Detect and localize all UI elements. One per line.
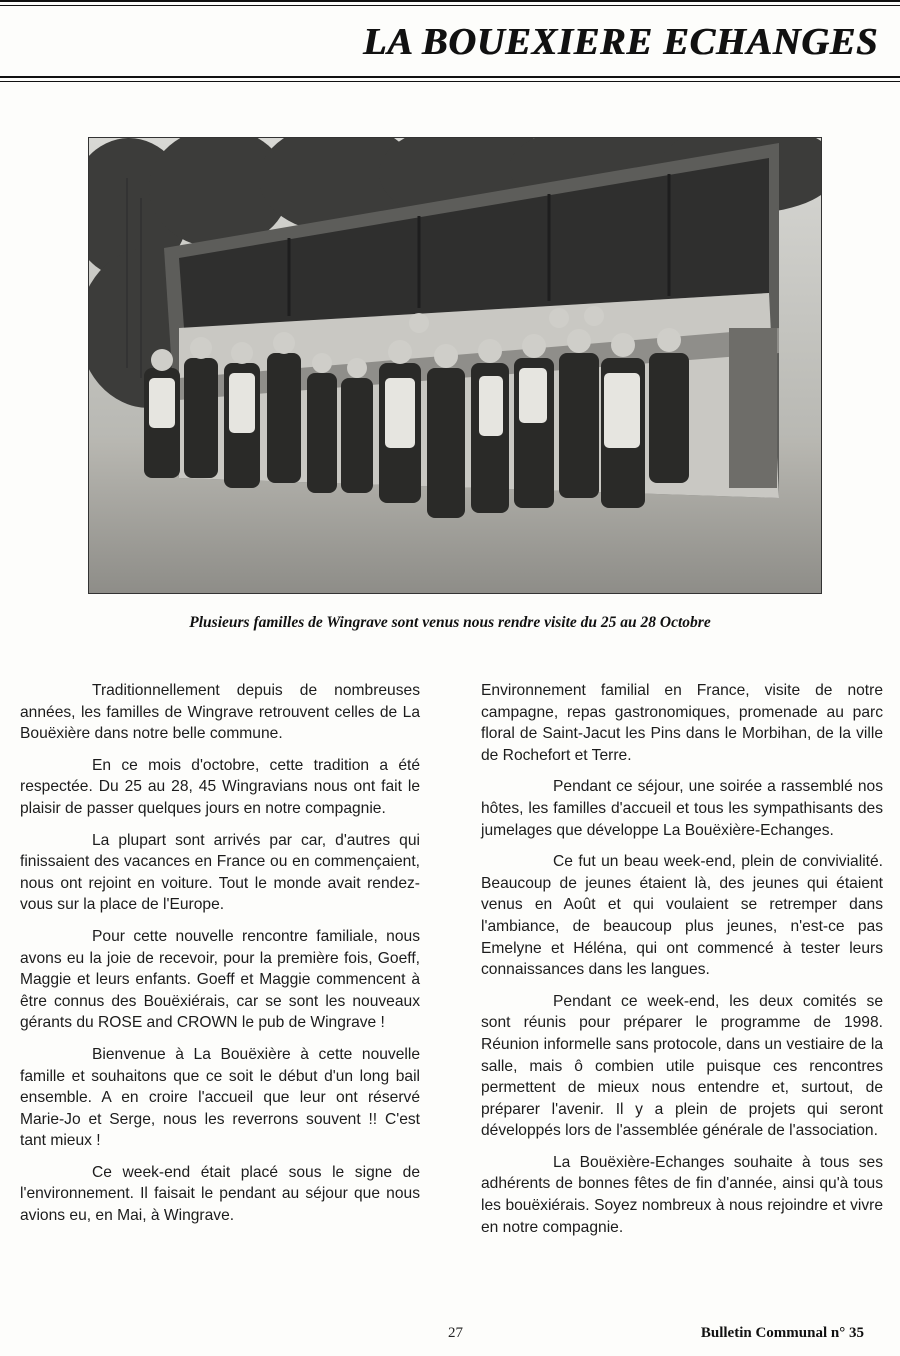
header-rule-thin — [0, 81, 900, 82]
paragraph: Ce fut un beau week-end, plein de convivialité. Beaucoup de jeunes étaient là, des jeunes qui étaient venus en Août et qui voulaient se retremper dans l'ambiance, de beaucoup plus jeunes, n'est-ce pas Emelyne et Héléna, qui ont commencé à tester leurs connaissances dans les langues. — [481, 853, 883, 979]
paragraph: Pour cette nouvelle rencontre familiale, nous avons eu la joie de recevoir, pour la première fois, Goeff, Maggie et leurs enfants. Goeff et Maggie commencent à être connus des Bouëxiérais, car se sont les nouveaux gérants du ROSE and CROWN le pub de Wingrave ! — [20, 927, 420, 1032]
page-header — [0, 0, 900, 76]
section-title: LA BOUEXIERE ECHANGES — [362, 21, 878, 63]
group-photo — [88, 137, 822, 594]
paragraph: En ce mois d'octobre, cette tradition a été respectée. Du 25 au 28, 45 Wingravians nous ont fait le plaisir de passer quelques jours en notre compagnie. — [20, 756, 420, 817]
page-number: 27 — [448, 1325, 463, 1341]
paragraph: Pendant ce séjour, une soirée a rassemblé nos hôtes, les familles d'accueil et tous les sympathisants des jumelages que développe La Bouëxière-Echanges. — [481, 778, 883, 839]
paragraph: Pendant ce week-end, les deux comités se sont réunis pour préparer le programme de 1998. Réunion informelle sans protocole, dans un vestiaire de la salle, mais ô combien utile puisque ces rencontres permettent de mieux nous entendre et, surtout, de préparer l'avenir. Il y a plein de projets qui seront développés lors de l'assemblée générale de l'association. — [481, 992, 883, 1140]
article-left-column — [20, 680, 420, 1237]
header-top-rule — [0, 0, 900, 6]
paragraph: Traditionnellement depuis de nombreuses années, les familles de Wingrave retrouvent celles de La Bouëxière dans notre belle commune. — [20, 682, 420, 743]
paragraph: La plupart sont arrivés par car, d'autres qui finissaient des vacances en France ou en commençaient, nous ont rejoint en voiture. Tout le monde avait rendez-vous sur la place de l'Europe. — [20, 831, 420, 914]
group-photo-illustration — [89, 138, 821, 593]
paragraph-continued: Environnement familial en France, visite de notre campagne, repas gastronomiques, promenade au parc floral de Saint-Jacut les Pins dans le Morbihan, de la ville de Rochefort et Terre. — [481, 682, 883, 764]
header-rule — [0, 76, 900, 78]
article-right-column — [481, 680, 883, 1248]
paragraph: Ce week-end était placé sous le signe de l'environnement. Il faisait le pendant au séjour que nous avions eu, en Mai, à Wingrave. — [20, 1163, 420, 1225]
bulletin-label: Bulletin Communal n° 35 — [700, 1325, 864, 1341]
paragraph: La Bouëxière-Echanges souhaite à tous ses adhérents de bonnes fêtes de fin d'année, ainsi qu'à tous les bouëxiérais. Soyez nombreux à nous rejoindre et vivre en notre compagnie. — [481, 1153, 883, 1236]
paragraph: Bienvenue à La Bouëxière à cette nouvelle famille et souhaitons que ce soit le début d'un long bail ensemble. A en croire l'accueil que leur ont réservé Marie-Jo et Serge, nous les reverrons souvent !! C'est tant mieux ! — [20, 1045, 420, 1150]
photo-caption: Plusieurs familles de Wingrave sont venus nous rendre visite du 25 au 28 Octobre — [189, 614, 711, 631]
